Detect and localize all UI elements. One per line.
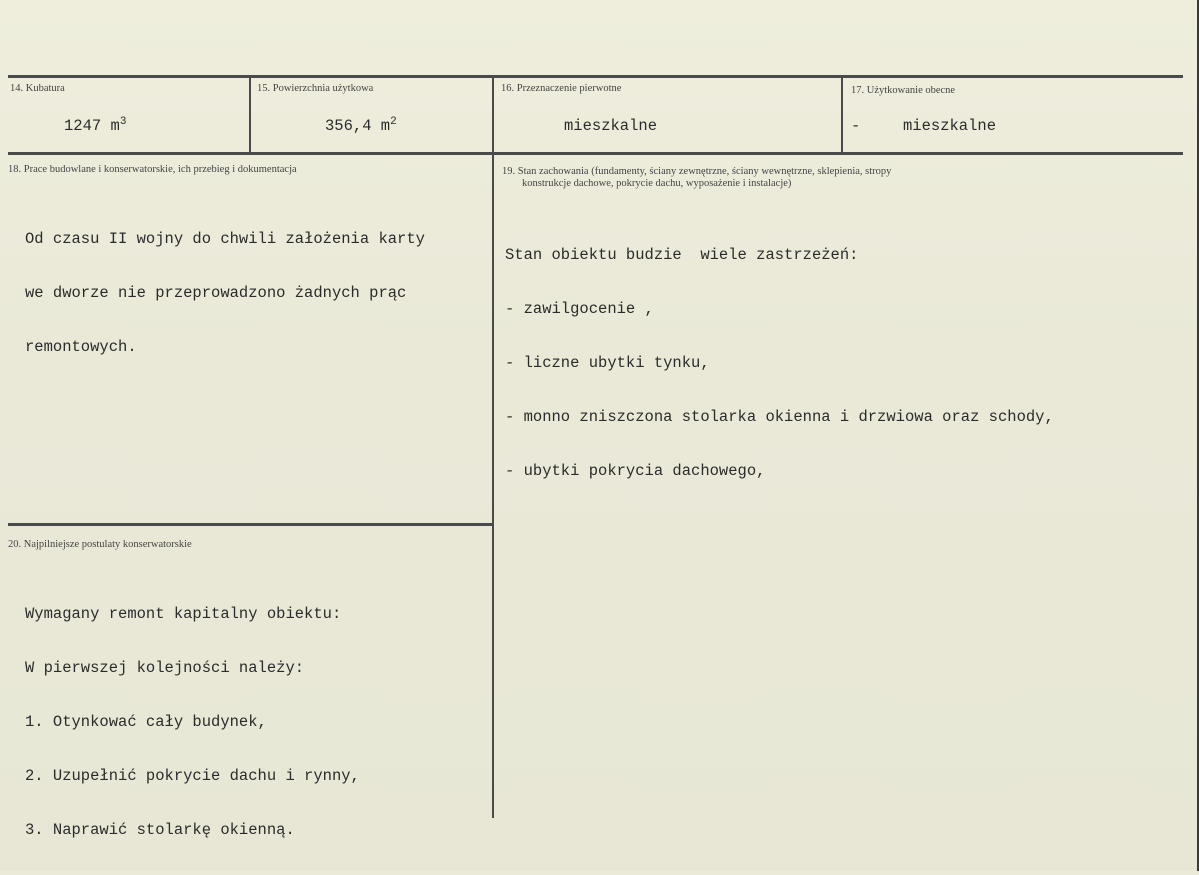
field19-text	[505, 210, 1054, 516]
field18-bottom-rule	[8, 523, 493, 526]
field15-label: 15. Powierzchnia użytkowa	[257, 83, 374, 94]
divider-main	[492, 152, 494, 818]
field17-dash: -	[851, 117, 861, 135]
field18-label: 18. Prace budowlane i konserwatorskie, ich przebieg i dokumentacja	[8, 164, 297, 175]
field15-value	[325, 117, 397, 135]
field20-text	[25, 569, 360, 875]
field17-label: 17. Użytkowanie obecne	[851, 85, 956, 96]
field15-number: 356,4 m	[325, 117, 391, 135]
field19-line: Stan obiektu budzie wiele zastrzeżeń:	[505, 246, 859, 264]
field20-line: 3. Naprawić stolarkę okienną.	[25, 821, 295, 839]
field20-line: 1. Otynkować cały budynek,	[25, 713, 267, 731]
field18-text	[25, 194, 425, 392]
field14-value	[64, 117, 126, 135]
field20-line: Wymagany remont kapitalny obiektu:	[25, 605, 342, 623]
field19-line: - liczne ubytki tynku,	[505, 354, 710, 372]
field14-unit-exponent: 3	[119, 115, 127, 128]
field18-line: remontowych.	[25, 338, 137, 356]
top-rule	[8, 75, 1183, 78]
field16-label: 16. Przeznaczenie pierwotne	[501, 83, 622, 94]
field20-line: W pierwszej kolejności należy:	[25, 659, 305, 677]
field19-line: - monno zniszczona stolarka okienna i drzwiowa oraz schody,	[505, 408, 1054, 426]
field14-label: 14. Kubatura	[10, 83, 65, 94]
field18-line: we dworze nie przeprowadzono żadnych prąc	[25, 284, 407, 302]
field17-value: mieszkalne	[903, 117, 997, 135]
divider-15-16	[492, 76, 494, 153]
divider-14-15	[249, 76, 251, 153]
row1-bottom-rule	[8, 152, 1183, 155]
field20-line: 2. Uzupełnić pokrycie dachu i rynny,	[25, 767, 360, 785]
field19-label-line1: 19. Stan zachowania (fundamenty, ściany zewnętrzne, ściany wewnętrzne, sklepienia, stropy	[502, 166, 892, 177]
divider-16-17	[841, 76, 843, 153]
field18-line: Od czasu II wojny do chwili założenia karty	[25, 230, 425, 248]
field16-value: mieszkalne	[564, 117, 658, 135]
field19-line: - ubytki pokrycia dachowego,	[505, 462, 766, 480]
field19-line: - zawilgocenie ,	[505, 300, 654, 318]
field19-label-line2: konstrukcje dachowe, pokrycie dachu, wyposażenie i instalacje)	[522, 178, 792, 189]
field20-label: 20. Najpilniejsze postulaty konserwatorskie	[8, 539, 192, 550]
field14-number: 1247 m	[64, 117, 120, 135]
field15-unit-exponent: 2	[390, 115, 397, 128]
